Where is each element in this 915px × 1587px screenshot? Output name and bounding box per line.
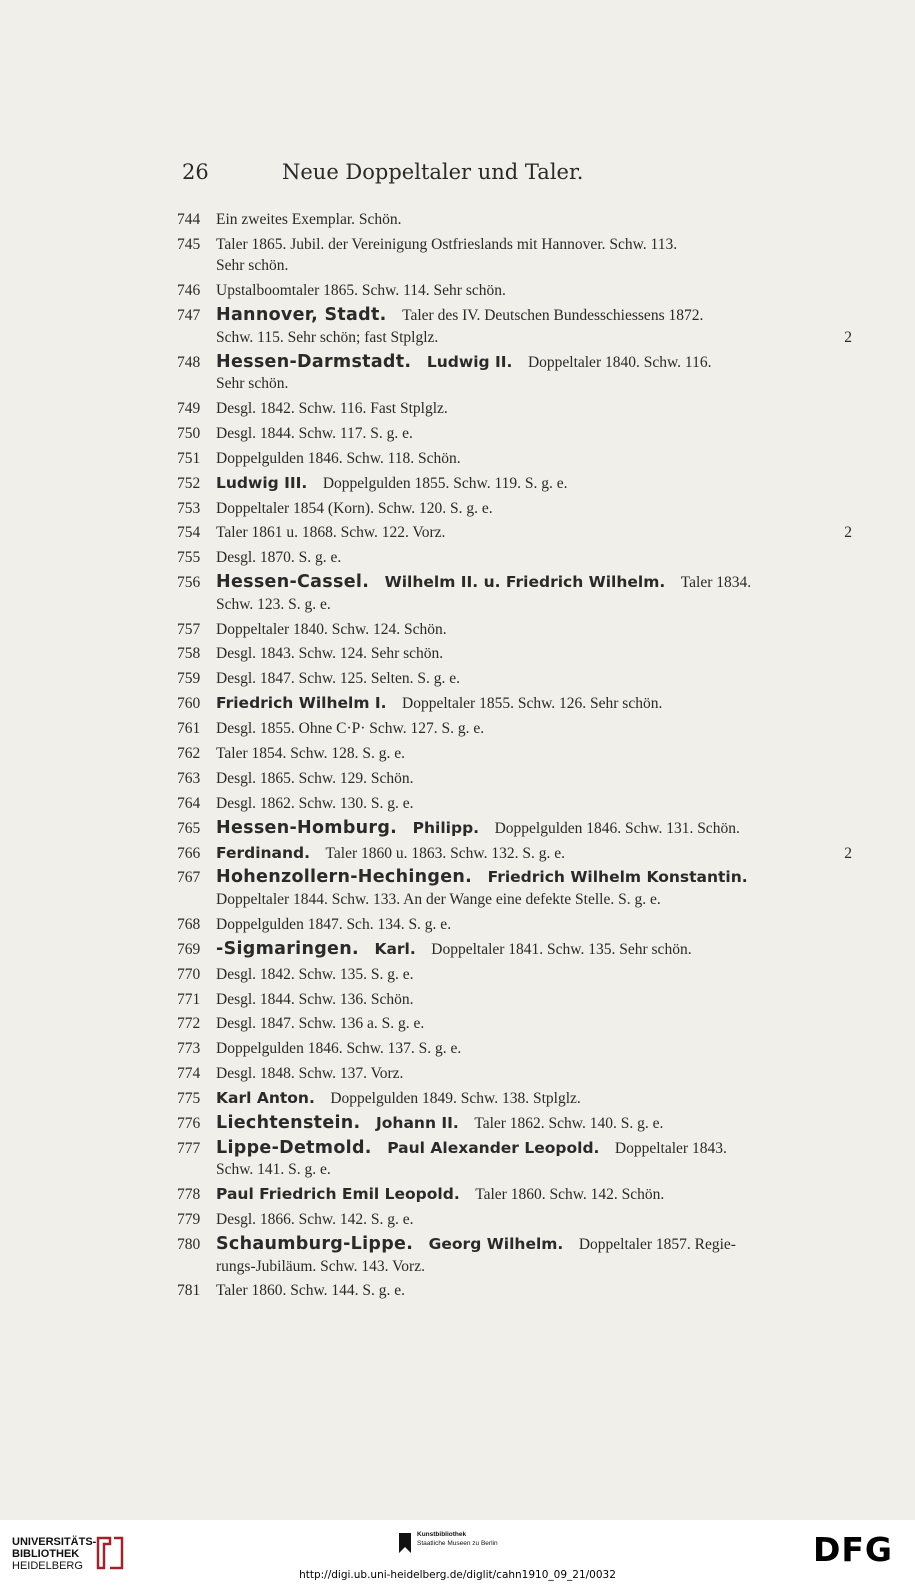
entry-number: 774 <box>177 1065 201 1083</box>
page-title: Neue Doppeltaler und Taler. <box>282 160 584 184</box>
entry-text <box>216 869 763 908</box>
catalog-entry <box>177 1234 852 1277</box>
entry-text <box>216 1137 727 1179</box>
entry-ruler: Paul Friedrich Emil Leopold. <box>216 1185 460 1204</box>
kunstbibliothek-logo[interactable] <box>417 1530 498 1548</box>
entry-line: Doppelgulden 1849. Schw. 138. Stplglz. <box>330 1090 581 1108</box>
entry-line: Doppeltaler 1857. Regie- <box>578 1236 736 1254</box>
entry-line: rungs-Jubiläum. Schw. 143. Vorz. <box>216 1257 425 1275</box>
entry-text <box>216 425 413 442</box>
catalog-entry <box>177 1209 852 1231</box>
entry-number: 746 <box>177 282 201 300</box>
ub-emblem-icon <box>94 1534 126 1572</box>
entry-number: 757 <box>177 620 201 638</box>
entry-line: Desgl. 1843. Schw. 124. Sehr schön. <box>216 645 444 663</box>
catalog-entry <box>177 914 852 936</box>
entry-line: Desgl. 1847. Schw. 136 a. S. g. e. <box>216 1015 425 1033</box>
catalog-entry <box>177 448 852 470</box>
entry-text <box>216 720 484 737</box>
entry-line: Doppeltaler 1854 (Korn). Schw. 120. S. g. e. <box>216 499 493 517</box>
entry-number: 748 <box>177 353 201 371</box>
entry-line: Desgl. 1866. Schw. 142. S. g. e. <box>216 1211 414 1229</box>
entry-line: Doppelgulden 1846. Schw. 131. Schön. <box>494 819 740 837</box>
entry-text <box>216 574 751 613</box>
entry-price: 2 <box>844 844 852 862</box>
entry-region: -Sigmaringen. <box>216 938 359 959</box>
kunst-line-1: Kunstbibliothek <box>417 1531 467 1538</box>
entry-line: Desgl. 1865. Schw. 129. Schön. <box>216 769 414 787</box>
entry-price: 2 <box>844 524 852 542</box>
entry-text <box>216 1186 664 1203</box>
library-line-1: UNIVERSITÄTS- <box>12 1536 97 1548</box>
entry-text <box>216 966 413 983</box>
entry-ruler: Ludwig II. <box>426 352 513 371</box>
entry-text <box>216 211 402 228</box>
entry-text <box>216 1115 663 1132</box>
catalog-entry <box>177 572 852 615</box>
catalog-entry <box>177 668 852 690</box>
entry-line: Doppelgulden 1847. Sch. 134. S. g. e. <box>216 915 452 933</box>
entry-line: Upstalboomtaler 1865. Schw. 114. Sehr schön. <box>216 282 506 300</box>
entry-number: 749 <box>177 399 201 417</box>
entry-text <box>216 670 460 687</box>
entry-line: Doppeltaler 1844. Schw. 133. An der Wange eine defekte Stelle. S. g. e. <box>216 890 661 908</box>
entry-line: Desgl. 1870. S. g. e. <box>216 549 342 567</box>
catalog-entry <box>177 473 852 495</box>
entry-line: Doppeltaler 1855. Schw. 126. Sehr schön. <box>402 695 663 713</box>
entry-line: Desgl. 1842. Schw. 116. Fast Stplglz. <box>216 399 448 417</box>
entry-text <box>216 938 692 959</box>
entry-ruler: Friedrich Wilhelm I. <box>216 694 387 713</box>
catalog-entry <box>177 423 852 445</box>
catalog-entry <box>177 1063 852 1085</box>
entry-line: Taler 1860 u. 1863. Schw. 132. S. g. e. <box>325 844 565 862</box>
entry-number: 762 <box>177 745 201 763</box>
entry-text <box>216 1015 424 1032</box>
entry-number: 773 <box>177 1040 201 1058</box>
entry-ruler: Georg Wilhelm. <box>428 1235 564 1254</box>
entry-text <box>216 817 740 838</box>
entry-line: Doppeltaler 1840. Schw. 116. <box>527 353 712 371</box>
catalog-entry <box>177 843 852 865</box>
entry-line: Taler 1860. Schw. 144. S. g. e. <box>216 1282 406 1300</box>
page-header <box>182 160 662 184</box>
catalog-entry <box>177 1038 852 1060</box>
entry-text <box>216 351 712 393</box>
entry-text <box>216 282 506 299</box>
entry-line: Taler 1861 u. 1868. Schw. 122. Vorz. <box>216 524 446 542</box>
entry-ruler: Philipp. <box>412 818 480 837</box>
entry-text <box>216 500 493 517</box>
entry-text <box>216 236 677 275</box>
catalog-entry <box>177 643 852 665</box>
entry-region: Lippe-Detmold. <box>216 1137 372 1158</box>
entry-number: 766 <box>177 844 201 862</box>
entry-number: 751 <box>177 449 201 467</box>
dfg-logo[interactable]: DFG <box>812 1530 893 1569</box>
footer-bar <box>0 1520 915 1587</box>
university-library-logo[interactable] <box>12 1536 96 1572</box>
catalog-entry <box>177 522 852 544</box>
catalog-entry <box>177 964 852 986</box>
entry-text <box>216 621 447 638</box>
entry-number: 754 <box>177 524 201 542</box>
catalog-entry <box>177 398 852 420</box>
entry-line: Desgl. 1855. Ohne C·P· Schw. 127. S. g. e. <box>216 720 485 738</box>
entry-number: 775 <box>177 1090 201 1108</box>
entry-line: Doppelgulden 1846. Schw. 137. S. g. e. <box>216 1040 462 1058</box>
entry-line: Taler 1860. Schw. 142. Schön. <box>475 1186 665 1204</box>
entry-line: Taler 1862. Schw. 140. S. g. e. <box>474 1115 664 1132</box>
entry-number: 780 <box>177 1236 201 1254</box>
entry-ruler: Johann II. <box>376 1114 459 1132</box>
entry-line: Doppelgulden 1855. Schw. 119. S. g. e. <box>322 474 568 492</box>
entry-number: 758 <box>177 645 201 663</box>
catalog-entries <box>177 209 852 1305</box>
entry-number: 781 <box>177 1282 201 1300</box>
entry-line: Schw. 141. S. g. e. <box>216 1161 331 1179</box>
entry-text <box>216 795 413 812</box>
catalog-entry <box>177 1088 852 1110</box>
catalog-entry <box>177 234 852 277</box>
entry-number: 753 <box>177 499 201 517</box>
catalog-entry <box>177 1138 852 1181</box>
entry-text <box>216 1211 413 1228</box>
entry-text <box>216 450 461 467</box>
entry-number: 765 <box>177 819 201 837</box>
entry-number: 767 <box>177 869 201 887</box>
entry-line: Desgl. 1847. Schw. 125. Selten. S. g. e. <box>216 670 460 688</box>
entry-text <box>216 1282 405 1299</box>
entry-line: Doppeltaler 1843. <box>614 1139 727 1157</box>
entry-line: Sehr schön. <box>216 375 289 393</box>
entry-region: Hessen-Homburg. <box>216 817 398 838</box>
entry-number: 769 <box>177 940 201 958</box>
entry-text <box>216 307 703 346</box>
entry-ruler: Friedrich Wilhelm Konstantin. <box>487 868 748 887</box>
kunst-line-2: Staatliche Museen zu Berlin <box>417 1540 498 1547</box>
entry-line: Taler 1865. Jubil. der Vereinigung Ostfrieslands mit Hannover. Schw. 113. <box>216 235 678 253</box>
entry-number: 755 <box>177 549 201 567</box>
entry-number: 768 <box>177 915 201 933</box>
entry-line: Schw. 123. S. g. e. <box>216 595 331 613</box>
entry-text <box>216 549 341 566</box>
entry-number: 761 <box>177 720 201 738</box>
entry-text <box>216 524 445 541</box>
entry-line: Desgl. 1844. Schw. 136. Schön. <box>216 990 414 1008</box>
entry-ruler: Wilhelm II. u. Friedrich Wilhelm. <box>384 573 666 592</box>
entry-region: Hessen-Cassel. <box>216 572 370 593</box>
entry-number: 777 <box>177 1139 201 1157</box>
entry-number: 759 <box>177 670 201 688</box>
library-line-3: HEIDELBERG <box>12 1560 83 1572</box>
catalog-entry <box>177 939 852 961</box>
catalog-entry <box>177 768 852 790</box>
entry-number: 756 <box>177 574 201 592</box>
entry-text <box>216 916 451 933</box>
entry-line: Taler 1834. <box>680 574 752 592</box>
entry-text <box>216 1090 581 1107</box>
entry-region: Hannover, Stadt. <box>216 305 387 326</box>
entry-line: Desgl. 1862. Schw. 130. S. g. e. <box>216 794 414 812</box>
entry-ruler: Karl Anton. <box>216 1089 315 1108</box>
entry-line: Doppeltaler 1841. Schw. 135. Sehr schön. <box>431 940 692 958</box>
entry-number: 776 <box>177 1115 201 1132</box>
entry-line: Sehr schön. <box>216 257 289 275</box>
entry-ruler: Paul Alexander Leopold. <box>387 1138 600 1157</box>
catalog-entry <box>177 619 852 641</box>
catalog-entry <box>177 1184 852 1206</box>
catalog-entry <box>177 305 852 348</box>
entry-number: 763 <box>177 769 201 787</box>
catalog-entry <box>177 793 852 815</box>
entry-line: Taler 1854. Schw. 128. S. g. e. <box>216 745 406 763</box>
entry-ruler: Ferdinand. <box>216 843 311 862</box>
entry-number: 772 <box>177 1015 201 1033</box>
entry-text <box>216 475 568 492</box>
catalog-entry <box>177 1280 852 1302</box>
catalog-entry <box>177 1013 852 1035</box>
entry-number: 752 <box>177 474 201 492</box>
entry-line: Doppelgulden 1846. Schw. 118. Schön. <box>216 449 461 467</box>
catalog-entry <box>177 498 852 520</box>
entry-number: 778 <box>177 1186 201 1204</box>
permalink-url[interactable]: http://digi.ub.uni-heidelberg.de/diglit/cahn1910_09_21/0032 <box>299 1569 616 1581</box>
entry-line: Desgl. 1842. Schw. 135. S. g. e. <box>216 965 414 983</box>
entry-line: Ein zweites Exemplar. Schön. <box>216 211 402 228</box>
entry-text <box>216 991 413 1008</box>
entry-number: 745 <box>177 235 201 253</box>
entry-text <box>216 845 565 862</box>
catalog-entry <box>177 547 852 569</box>
entry-text <box>216 645 443 662</box>
entry-text <box>216 770 413 787</box>
entry-number: 764 <box>177 794 201 812</box>
entry-line: Desgl. 1844. Schw. 117. S. g. e. <box>216 424 413 442</box>
catalog-entry <box>177 693 852 715</box>
catalog-entry <box>177 989 852 1011</box>
entry-number: 770 <box>177 965 201 983</box>
catalog-entry <box>177 352 852 395</box>
entry-number: 747 <box>177 307 201 325</box>
entry-region: Hohenzollern-Hechingen. <box>216 867 473 888</box>
catalog-entry <box>177 718 852 740</box>
entry-region: Schaumburg-Lippe. <box>216 1234 414 1255</box>
entry-text <box>216 1040 461 1057</box>
entry-number: 760 <box>177 695 201 713</box>
entry-line: Doppeltaler 1840. Schw. 124. Schön. <box>216 620 447 638</box>
entry-number: 771 <box>177 990 201 1008</box>
entry-ruler: Ludwig III. <box>216 473 308 492</box>
entry-region: Hessen-Darmstadt. <box>216 351 412 372</box>
entry-ruler: Karl. <box>374 939 416 958</box>
entry-number: 750 <box>177 424 201 442</box>
catalog-entry <box>177 209 852 231</box>
entry-region: Liechtenstein. <box>216 1113 361 1133</box>
catalog-entry <box>177 1113 852 1135</box>
entry-number: 779 <box>177 1211 201 1229</box>
catalog-entry <box>177 743 852 765</box>
entry-price: 2 <box>844 328 852 346</box>
library-line-2: BIBLIOTHEK <box>12 1548 80 1560</box>
catalog-entry <box>177 867 852 910</box>
entry-text <box>216 745 405 762</box>
entry-text <box>216 695 662 712</box>
entry-line: Desgl. 1848. Schw. 137. Vorz. <box>216 1065 404 1083</box>
kunstbibliothek-icon <box>398 1532 412 1554</box>
catalog-entry <box>177 280 852 302</box>
entry-number: 744 <box>177 211 201 228</box>
entry-line: Schw. 115. Sehr schön; fast Stplglz. <box>216 328 439 346</box>
entry-text <box>216 1065 403 1082</box>
entry-text <box>216 400 448 417</box>
page-number: 26 <box>182 160 209 184</box>
entry-text <box>216 1236 736 1275</box>
entry-line: Taler des IV. Deutschen Bundesschiessens 1872. <box>402 307 704 325</box>
catalog-entry <box>177 818 852 840</box>
